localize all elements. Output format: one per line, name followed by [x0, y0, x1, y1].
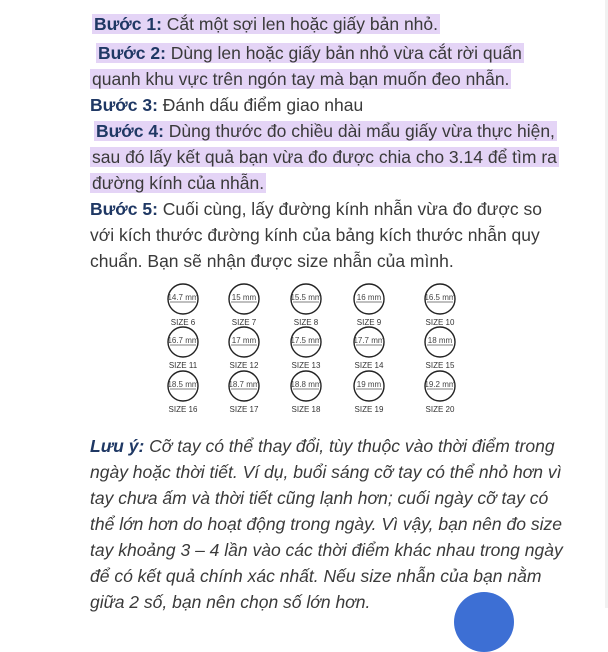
step-5: [90, 196, 542, 222]
ring-size-label: SIZE 17: [229, 405, 259, 414]
step-1-text: Cắt một sợi len hoặc giấy bản nhỏ.: [161, 14, 438, 34]
ring-size-label: SIZE 11: [168, 361, 198, 370]
note-line-4: thể lớn hơn do hoạt động trong ngày. Vì vậy, bạn nên đo size: [90, 514, 562, 534]
ring-size-label: SIZE 13: [291, 361, 321, 370]
ring-size-label: SIZE 10: [425, 318, 455, 327]
ring-size-label: SIZE 14: [354, 361, 384, 370]
step-2-continuation: [90, 66, 511, 92]
ring-diameter-label: 17.5 mm: [290, 336, 322, 345]
note-line-6: để có kết quả chính xác nhất. Nếu size nhẫn của bạn nằm: [90, 566, 542, 586]
ring-size-label: SIZE 9: [356, 318, 382, 327]
step-2-line-2: quanh khu vực trên ngón tay mà bạn muốn đeo nhẫn.: [92, 69, 510, 89]
ring-size-label: SIZE 20: [425, 405, 455, 414]
step-5-label: Bước 5:: [90, 199, 158, 219]
step-4-label: Bước 4:: [96, 121, 164, 141]
ring-size-item: [425, 327, 455, 370]
ring-size-item: [424, 284, 455, 327]
note-text-1: Cỡ tay có thể thay đổi, tùy thuộc vào thời điểm trong: [144, 436, 555, 456]
step-4-continuation-1: [90, 144, 559, 170]
floating-action-button[interactable]: [454, 592, 514, 652]
ring-size-item: [167, 371, 198, 414]
ring-size-item: [229, 327, 259, 370]
ring-size-item: [167, 284, 198, 327]
ring-size-item: [290, 284, 321, 327]
step-5-line-2: với kích thước đường kính của bảng kích thước nhẫn quy: [90, 225, 540, 245]
note-line-1: [90, 433, 555, 459]
step-3: [90, 92, 363, 118]
ring-size-item: [353, 327, 384, 370]
step-5-line-3: chuẩn. Bạn sẽ nhận được size nhẫn của mình.: [90, 251, 454, 271]
ring-size-item: [229, 284, 259, 327]
ring-diameter-label: 16.7 mm: [167, 336, 199, 345]
step-2-text: Dùng len hoặc giấy bản nhỏ vừa cắt rời quấn: [165, 43, 522, 63]
ring-size-label: SIZE 6: [170, 318, 196, 327]
ring-diameter-label: 17 mm: [231, 336, 257, 345]
ring-size-item: [424, 371, 455, 414]
ring-diameter-label: 15.5 mm: [290, 293, 322, 302]
ring-size-label: SIZE 15: [425, 361, 455, 370]
ring-size-chart: [0, 270, 608, 430]
step-4-line-3: đường kính của nhẫn.: [92, 173, 265, 193]
step-3-label: Bước 3:: [90, 95, 158, 115]
step-2: [96, 40, 524, 66]
ring-size-label: SIZE 12: [229, 361, 259, 370]
note-line-5: tay khoảng 3 – 4 lần vào các thời điểm khác nhau trong ngày: [90, 540, 563, 560]
ring-diameter-label: 15 mm: [231, 293, 257, 302]
ring-size-item: [290, 371, 321, 414]
ring-size-label: SIZE 19: [354, 405, 384, 414]
step-4-continuation-2: [90, 170, 266, 196]
ring-size-item: [354, 371, 384, 414]
ring-diameter-label: 16.5 mm: [424, 293, 456, 302]
ring-size-label: SIZE 8: [293, 318, 319, 327]
ring-size-label: SIZE 18: [291, 405, 321, 414]
ring-size-label: SIZE 7: [231, 318, 257, 327]
ring-size-item: [167, 327, 198, 370]
ring-diameter-label: 18.8 mm: [290, 380, 322, 389]
step-4: [94, 118, 557, 144]
step-3-text: Đánh dấu điểm giao nhau: [157, 95, 364, 115]
ring-size-item: [228, 371, 259, 414]
ring-size-item: [354, 284, 384, 327]
ring-diameter-label: 17.7 mm: [353, 336, 385, 345]
note-line-3: tay chưa ấm và thời tiết cũng lạnh hơn; cuối ngày cỡ tay có: [90, 488, 549, 508]
step-5-continuation-1: [90, 222, 540, 248]
note-line-7: giữa 2 số, bạn nên chọn số lớn hơn.: [90, 592, 371, 612]
step-5-text: Cuối cùng, lấy đường kính nhẫn vừa đo được so: [157, 199, 542, 219]
note-label: Lưu ý:: [90, 436, 145, 456]
step-1-label: Bước 1:: [94, 14, 162, 34]
ring-diameter-label: 18 mm: [427, 336, 453, 345]
ring-size-label: SIZE 16: [168, 405, 198, 414]
step-2-label: Bước 2:: [98, 43, 166, 63]
step-1: [92, 11, 440, 37]
ring-diameter-label: 18.5 mm: [167, 380, 199, 389]
note-line-2: ngày hoặc thời tiết. Ví dụ, buổi sáng cỡ tay có thể nhỏ hơn vì: [90, 462, 562, 482]
ring-diameter-label: 18.7 mm: [228, 380, 260, 389]
step-4-text: Dùng thước đo chiều dài mẩu giấy vừa thực hiện,: [163, 121, 555, 141]
step-4-line-2: sau đó lấy kết quả bạn vừa đo được chia cho 3.14 để tìm ra: [92, 147, 557, 167]
ring-diameter-label: 14.7 mm: [167, 293, 199, 302]
ring-diameter-label: 19 mm: [356, 380, 382, 389]
ring-size-item: [290, 327, 321, 370]
ring-diameter-label: 19.2 mm: [424, 380, 456, 389]
ring-diameter-label: 16 mm: [356, 293, 382, 302]
